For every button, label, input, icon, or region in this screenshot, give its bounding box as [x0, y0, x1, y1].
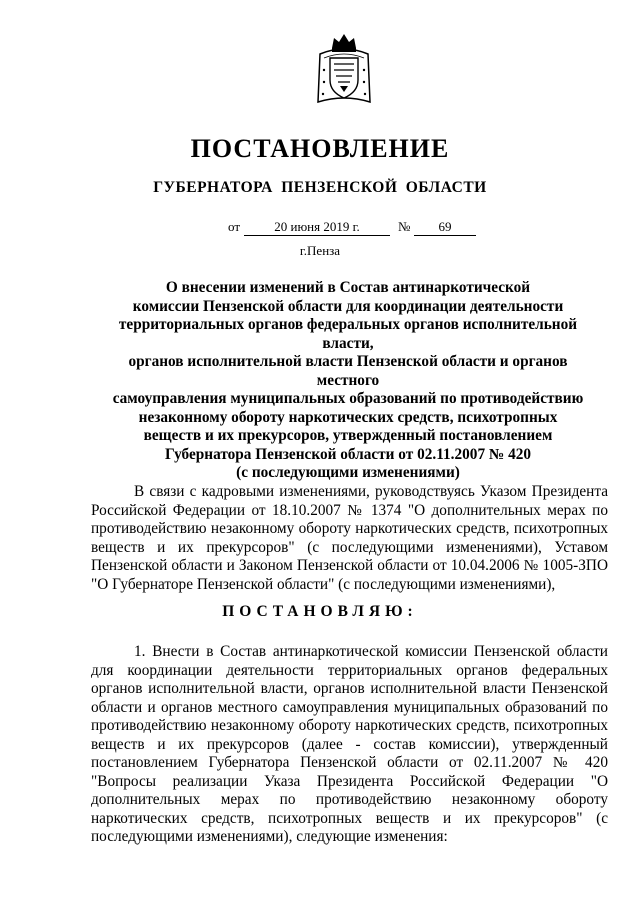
- date-prefix: от: [228, 219, 241, 234]
- document-title: ПОСТАНОВЛЕНИЕ: [190, 134, 450, 163]
- heading-line: веществ и их прекурсоров, утвержденный постановлением: [143, 427, 553, 444]
- heading-line: органов исполнительной власти Пензенской области и органов местного: [128, 353, 568, 389]
- decree-word: ПОСТАНОВЛЯЮ:: [222, 603, 418, 620]
- preamble-paragraph: В связи с кадровыми изменениями, руководствуясь Указом Президента Российской Федерации от 18.10.2007 № 1374 "О дополнительных мерах по противодействию незаконному обороту наркотических средств, психотропных веществ и их прекурсоров" (с последующими изменениями), Уставом Пензенской области и Законом Пензенской области от 10.04.2006 № 1005-ЗПО "О Губернаторе Пензенской области" (с последующими изменениями),: [91, 483, 608, 593]
- document-number: 69: [414, 219, 476, 236]
- heading-line: Губернатора Пензенской области от 02.11.2007 № 420: [164, 445, 532, 463]
- coat-of-arms-emblem: [316, 30, 372, 110]
- issuer-line: ГУБЕРНАТОРА ПЕНЗЕНСКОЙ ОБЛАСТИ: [153, 179, 487, 196]
- item-1-paragraph: 1. Внести в Состав антинаркотической комиссии Пензенской области для координации деятельности территориальных органов федеральных органов исполнительной власти, органов исполнительной власти Пензенской области и органов местного самоуправления муниципальных образований по противодействию незаконному обороту наркотических средств, психотропных веществ и их прекурсоров (далее - состав комиссии), утвержденный постановлением Губернатора Пензенской области от 02.11.2007 № 420 "Вопросы реализации Указа Президента Российской Федерации "О дополнительных мерах по противодействию незаконному обороту наркотических средств, психотропных веществ и их прекурсоров" (с последующими изменениями), следующие изменения:: [91, 643, 608, 845]
- heading-line: самоуправления муниципальных образований по противодействию: [112, 390, 584, 407]
- number-label: №: [398, 219, 411, 234]
- heading-line: территориальных органов федеральных органов исполнительной власти,: [118, 316, 578, 352]
- heading-line: (с последующими изменениями): [236, 464, 460, 481]
- document-heading: [104, 279, 592, 483]
- heading-line: незаконному обороту наркотических средств, психотропных: [138, 408, 558, 426]
- city-label: г.Пенза: [299, 243, 341, 258]
- heading-line: комиссии Пензенской области для координации деятельности: [132, 297, 564, 315]
- heading-line: О внесении изменений в Состав антинаркотической: [165, 279, 531, 296]
- document-date: 20 июня 2019 г.: [244, 219, 390, 236]
